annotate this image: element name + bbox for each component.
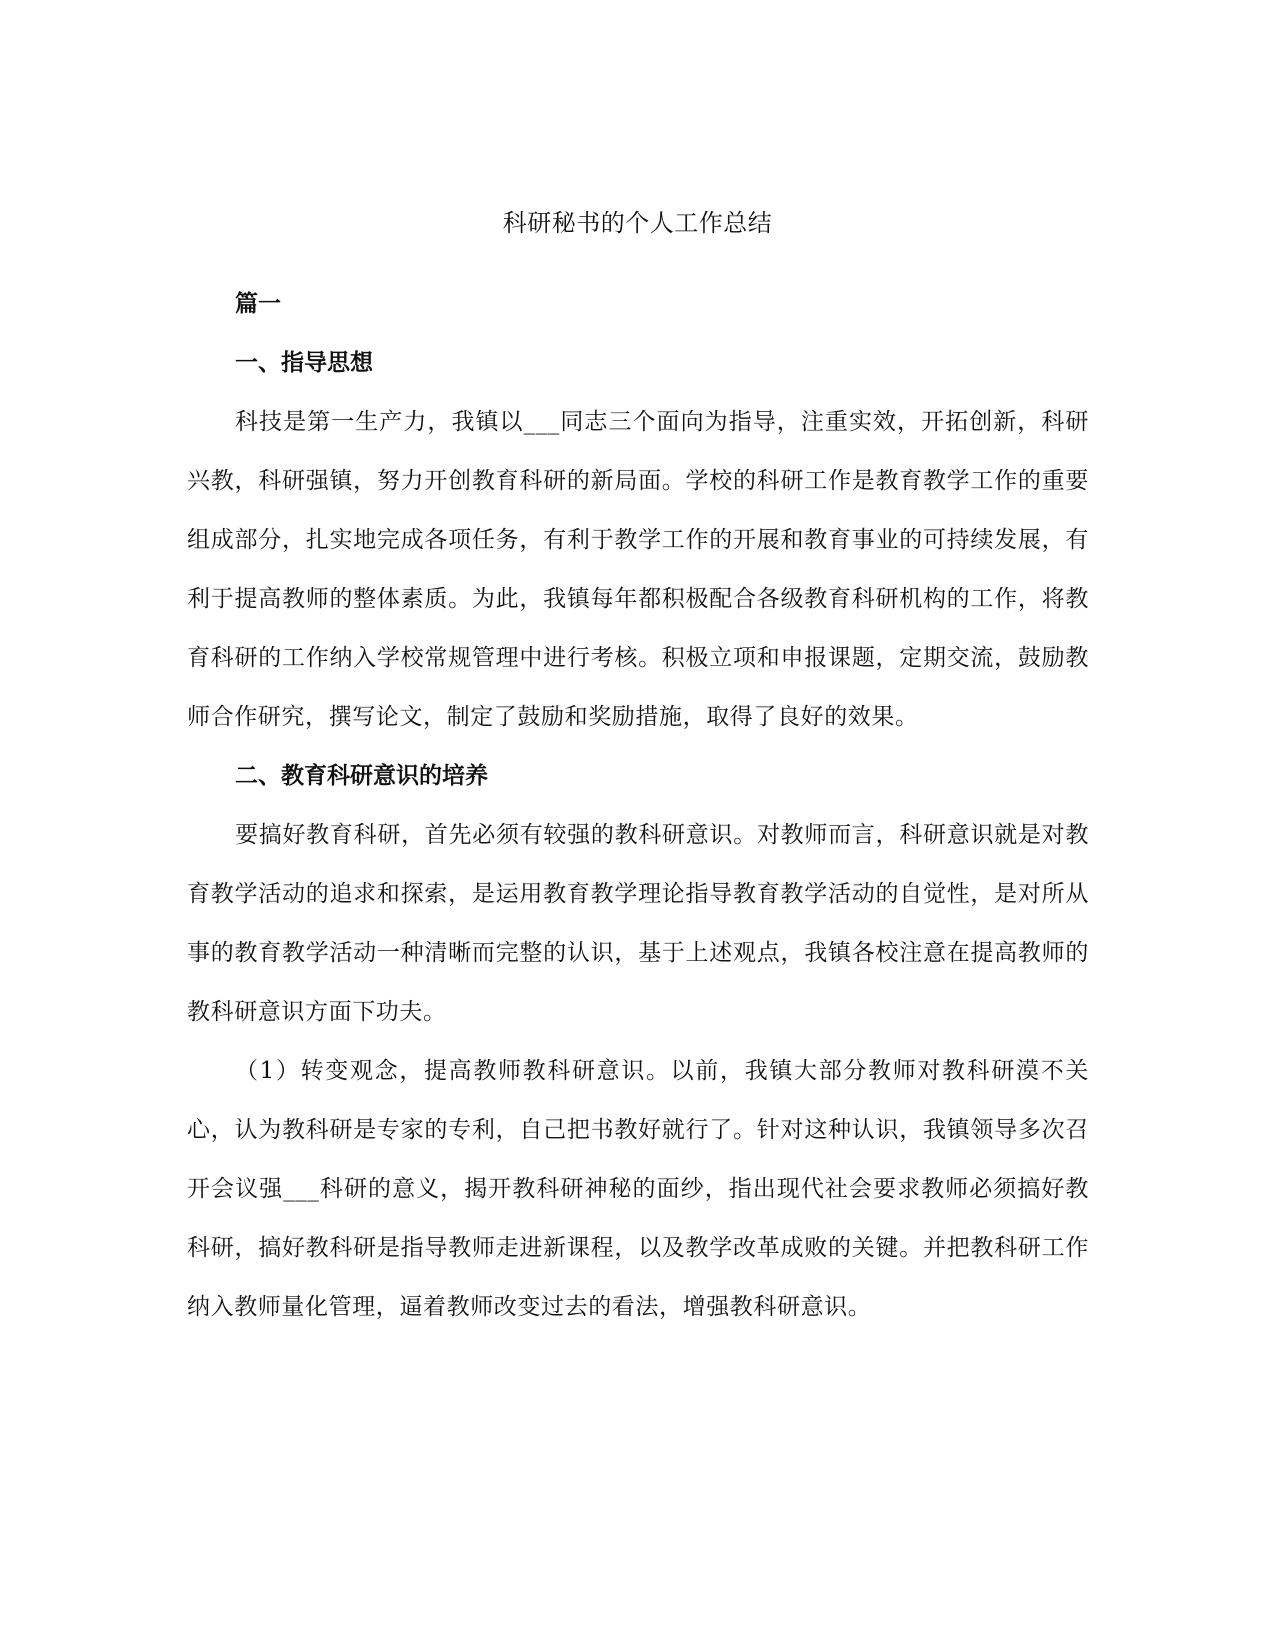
paragraph-change-concept: （1）转变观念，提高教师教科研意识。以前，我镇大部分教师对教科研漠不关心，认为教科研是专家的专利，自己把书教好就行了。针对这种认识，我镇领导多次召开会议强___科研的意义，揭开教科研神秘的面纱，指出现代社会要求教师必须搞好教科研，搞好教科研是指导教师走进新课程，以及教学改革成败的关键。并把教科研工作纳入教师量化管理，逼着教师改变过去的看法，增强教科研意识。 — [187, 1058, 1089, 1320]
section-heading-2: 二、教育科研意识的培养 — [235, 763, 488, 789]
section-label: 篇一 — [235, 291, 281, 317]
paragraph-research-awareness: 要搞好教育科研，首先必须有较强的教科研意识。对教师而言，科研意识就是对教育教学活动的追求和探索，是运用教育教学理论指导教育教学活动的自觉性，是对所从事的教育教学活动一种清晰而完整的认识，基于上述观点，我镇各校注意在提高教师的教科研意识方面下功夫。 — [187, 822, 1089, 1025]
document-title: 科研秘书的个人工作总结 — [502, 209, 773, 237]
document-body — [187, 275, 1089, 1337]
section-heading-1: 一、指导思想 — [235, 350, 373, 376]
paragraph-guiding-thought: 科技是第一生产力，我镇以___同志三个面向为指导，注重实效，开拓创新，科研兴教，科研强镇，努力开创教育科研的新局面。学校的科研工作是教育教学工作的重要组成部分，扎实地完成各项任务，有利于教学工作的开展和教育事业的可持续发展，有利于提高教师的整体素质。为此，我镇每年都积极配合各级教育科研机构的工作，将教育科研的工作纳入学校常规管理中进行考核。积极立项和申报课题，定期交流，鼓励教师合作研究，撰写论文，制定了鼓励和奖励措施，取得了良好的效果。 — [187, 409, 1089, 730]
